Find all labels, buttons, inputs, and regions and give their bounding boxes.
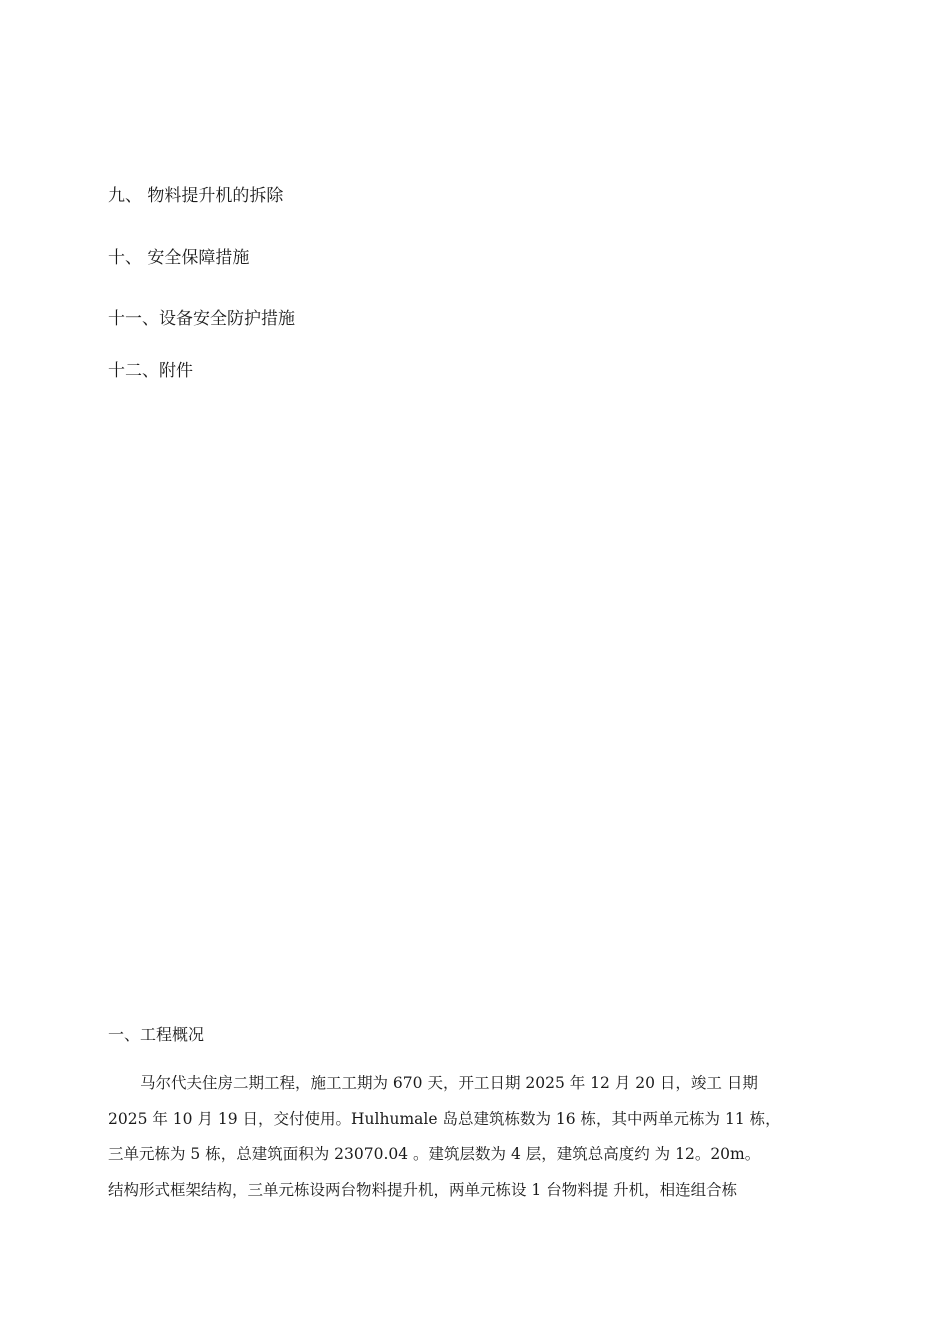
paragraph-line: 2025 年 10 月 19 日，交付使用。Hulhumale 岛总建筑栋数为 16 栋，其中两单元栋为 11 栋， — [108, 1110, 781, 1128]
paragraph-line: 结构形式框架结构，三单元栋设两台物料提升机，两单元栋设 1 台物料提 升机，相连组合栋 — [108, 1181, 738, 1199]
toc-item-11: 十一、设备安全防护措施 — [108, 309, 295, 329]
toc-item-9: 九、 物料提升机的拆除 — [108, 186, 284, 206]
toc-item-10: 十、 安全保障措施 — [108, 248, 250, 268]
paragraph-line: 马尔代夫住房二期工程，施工工期为 670 天，开工日期 2025 年 12 月 20 日，竣工 日期 — [140, 1074, 758, 1092]
section-heading-project-overview: 一、工程概况 — [108, 1025, 205, 1044]
paragraph-line: 三单元栋为 5 栋，总建筑面积为 23070.04 。建筑层数为 4 层，建筑总高度约 为 12。20m。 — [108, 1145, 761, 1163]
toc-item-12: 十二、附件 — [108, 361, 193, 381]
